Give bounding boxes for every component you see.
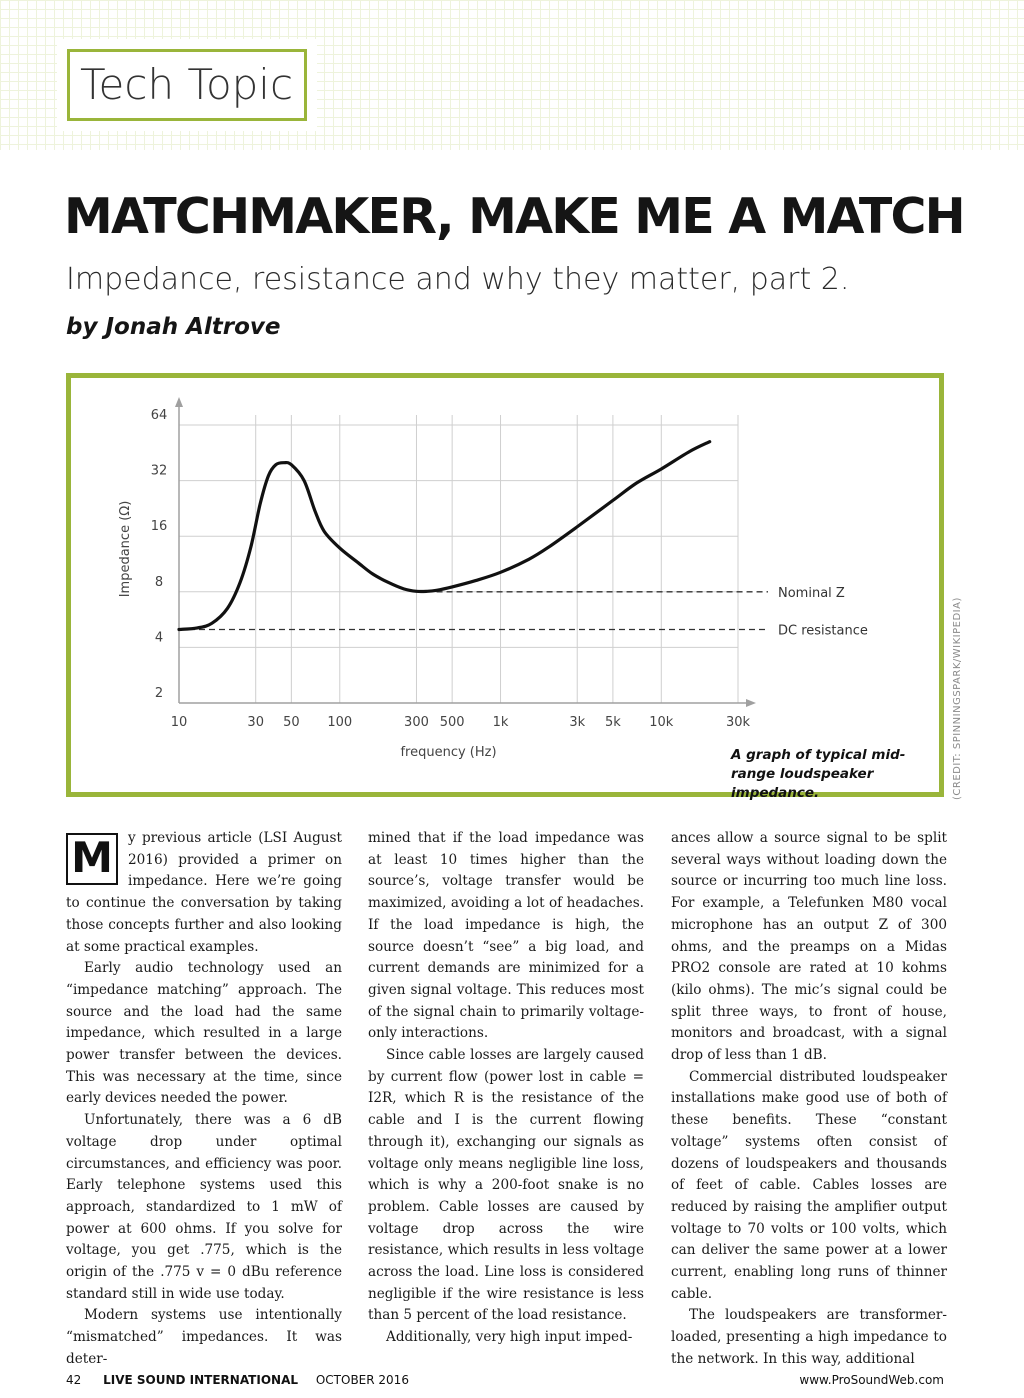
figure-frame — [66, 373, 944, 801]
paragraph: mined that if the load impedance was at least 10 times higher than the source’s, voltage transfer would be maximized, avoiding a lot of headaches. If the load impedance is high, the source doesn’t “see” a big load, and current demands are minimized for a given signal voltage. This reduces most of the signal chain to primarily voltage-only interactions. — [368, 830, 644, 1042]
x-tick-label: 50 — [283, 715, 300, 730]
paragraph: Since cable losses are largely caused by current flow (power lost in cable = I2R, which R is the resistance of the cable and I is the current flowing through it), exchanging our signals as voltage only means negligible line loss, which is why a 200-foot snake is no problem. Cable losses are caused by voltage drop across the wire resistance, which results in less voltage across the load. Line loss is considered negligible if the wire resistance is less than 5 percent of the load resistance. — [368, 1047, 644, 1324]
reference-line-label: DC resistance — [778, 623, 868, 639]
page-number: 42 — [66, 1373, 82, 1387]
figure-caption: A graph of typical mid-range loudspeaker impedance. — [731, 747, 906, 801]
issue-date: OCTOBER 2016 — [315, 1373, 409, 1387]
x-axis-arrow — [746, 699, 756, 707]
body-column-3 — [671, 828, 947, 1371]
x-axis-label: frequency (Hz) — [400, 745, 497, 760]
paragraph: ances allow a source signal to be split several ways without loading down the source or incurring too much line loss. For example, a Telefunken M80 vocal microphone has an output Z of 300 ohms, and the preamps on a Midas PRO2 console are rated at 10 kohms (kilo ohms). The mic’s signal could be split three ways, to front of house, monitors and broadcast, with a signal drop of less than 1 dB. — [671, 830, 947, 1064]
y-tick-label: 16 — [150, 519, 168, 535]
website-link[interactable]: www.ProSoundWeb.com — [799, 1373, 944, 1387]
y-axis-label: Impedance (Ω) — [118, 500, 133, 598]
x-tick-label: 30k — [725, 715, 751, 730]
body-column-1 — [66, 828, 342, 1371]
y-tick-label: 4 — [154, 630, 164, 646]
section-label: Tech Topic — [67, 49, 307, 121]
impedance-chart — [71, 378, 939, 792]
x-tick-label: 300 — [404, 715, 429, 730]
magazine-name: LIVE SOUND INTERNATIONAL — [103, 1373, 299, 1387]
x-tick-label: 100 — [327, 715, 353, 730]
x-tick-label: 1k — [492, 715, 509, 730]
x-tick-label: 5k — [604, 715, 621, 730]
y-axis-arrow — [175, 397, 183, 407]
paragraph: Early audio technology used an “impedance matching” approach. The source and the load had the same impedance, which resulted in a large power transfer between the devices. This was necessary at the time, since early devices needed the power. — [66, 960, 342, 1107]
x-tick-label: 10 — [170, 715, 188, 730]
article-headline: MATCHMAKER, MAKE ME A MATCH — [64, 188, 964, 245]
figure-credit: (CREDIT: SPINNINGSPARK/WIKIPEDIA) — [952, 597, 963, 800]
y-tick-label: 8 — [154, 574, 164, 590]
paragraph: Additionally, very high input imped- — [386, 1329, 633, 1346]
paragraph: Modern systems use intentionally “mismatched” impedances. It was deter- — [66, 1307, 342, 1367]
x-tick-label: 500 — [439, 715, 465, 730]
article-byline: by Jonah Altrove — [66, 314, 281, 340]
paragraph: The loudspeakers are transformer-loaded, presenting a high impedance to the network. In this way, additional — [671, 1307, 947, 1367]
article-subhead: Impedance, resistance and why they matter, part 2. — [66, 262, 850, 297]
paragraph: Commercial distributed loudspeaker installations make good use of both of these benefits. These “constant voltage” systems often consist of dozens of loudspeakers and thousands of feet of cable. Cables losses are reduced by raising the amplifier output voltage to 70 volts or 100 volts, which can deliver the same power at a lower current, enabling long runs of thinner cable. — [671, 1068, 947, 1302]
x-tick-label: 10k — [649, 715, 674, 730]
y-tick-label: 2 — [154, 686, 164, 701]
body-column-2 — [368, 828, 644, 1349]
page-footer — [66, 1373, 944, 1391]
drop-cap: M — [66, 833, 118, 885]
paragraph: Unfortunately, there was a 6 dB voltage drop under optimal circumstances, and efficiency was poor. Early telephone systems used this approach, standardized to 1 mW of power at 600 ohms. If you solve for voltage, you get .775, which is the origin of the .775 v = 0 dBu reference standard still in wide use today. — [66, 1112, 342, 1302]
y-tick-label: 64 — [150, 408, 168, 423]
section-label-box — [57, 39, 317, 131]
x-tick-label: 30 — [247, 715, 264, 730]
x-tick-label: 3k — [569, 715, 586, 730]
reference-line-label: Nominal Z — [778, 585, 845, 601]
y-tick-label: 32 — [150, 463, 168, 479]
impedance-curve — [179, 442, 710, 630]
paragraph: y previous article (LSI August 2016) provided a primer on impedance. Here we’re going to continue the conversation by taking those concepts further and also looking at some practical examples. — [66, 830, 342, 955]
